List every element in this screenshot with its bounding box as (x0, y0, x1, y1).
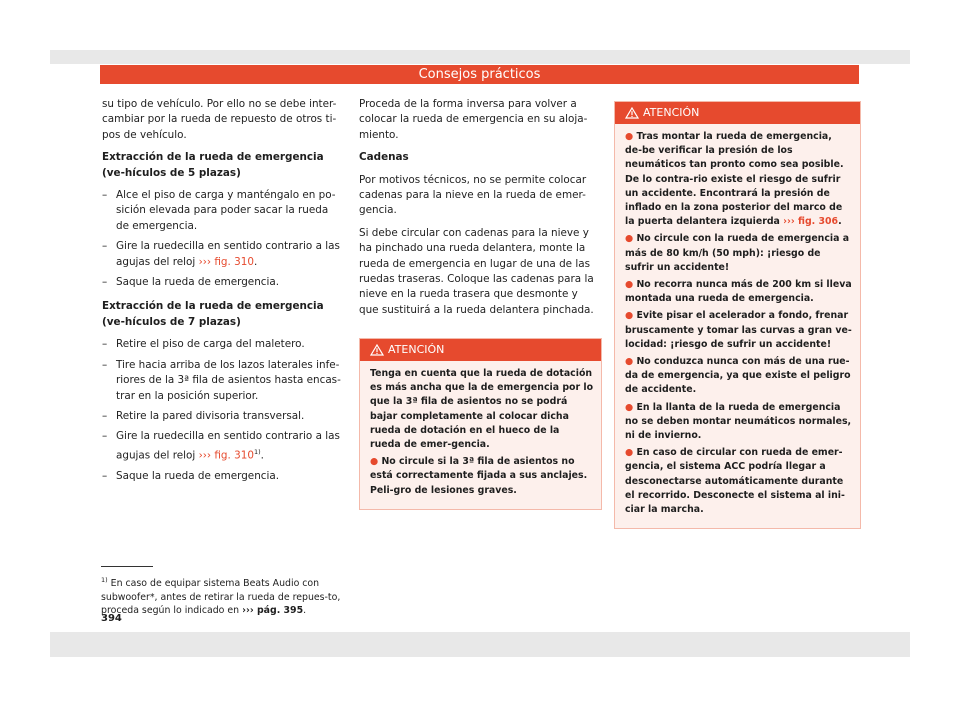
middle-column (359, 97, 599, 325)
heading-7-seats: Extracción de la rueda de emergencia (ve-hículos de 7 plazas) (102, 300, 324, 328)
step: – Alce el piso de carga y manténgalo en po-sición elevada para poder sacar la rueda de emergencia. (102, 188, 342, 234)
bullet-icon: ● (625, 356, 634, 368)
footnote-marker: 1) (101, 576, 108, 584)
step: – Retire el piso de carga del maletero. (102, 337, 342, 352)
footnote: $^{1)}$ En caso de equipar sistema Beats Audio con subwoofer*, antes de retirar la rueda de repues-to, proceda según lo indicado en ››› pág. 395. (101, 576, 341, 617)
paragraph: Proceda de la forma inversa para volver a colocar la rueda de emergencia en su aloja-miento. (359, 98, 588, 141)
fig-link[interactable]: ››› fig. 310 (198, 449, 254, 462)
heading-cadenas: Cadenas (359, 151, 409, 164)
warning-item: ● No circule si la 3ª fila de asientos no está correctamente fijada a sus anclajes. Peli-gro de lesiones graves. (370, 456, 588, 496)
warning-item: ● En caso de circular con rueda de emer-gencia, el sistema ACC podría llegar a desconectarse automáticamente durante el recorrido. Desconecte el sistema al ini-ciar la marcha. (625, 447, 845, 516)
dash-glyph: – (102, 189, 108, 202)
warning-header (615, 102, 860, 124)
bullet-icon: ● (625, 447, 634, 459)
dash-glyph: – (102, 338, 108, 351)
dash-glyph: – (102, 276, 108, 289)
warning-item: ● Tras montar la rueda de emergencia, de-be verificar la presión de los neumáticos tan pronto como sea posible. De lo contra-rio existe el riesgo de sufrir un accidente. Encontrará la presión de inflado en la zona posterior del marco de la puerta delantera izquierda ››› fig. 306. (625, 131, 844, 228)
step: – Retire la pared divisoria transversal. (102, 409, 342, 424)
dash-glyph: – (102, 469, 108, 482)
warning-header (360, 339, 601, 361)
footnote-marker: 1) (253, 447, 261, 456)
bullet-icon: ● (625, 310, 634, 322)
dash-glyph: – (102, 409, 108, 422)
page-link[interactable]: ››› pág. 395 (242, 605, 304, 617)
paragraph: Si debe circular con cadenas para la nieve y ha pinchado una rueda delantera, monte la rueda de emergencia en lugar de una de las ruedas traseras. Coloque las cadenas para la nieve en la rueda trasera que desmonte y que sustituirá a la rueda delantera pinchada. (359, 226, 594, 316)
warning-text: Tenga en cuenta que la rueda de dotación es más ancha que la de emergencia por lo que la 3ª fila de asientos no se podrá bajar completamente al colocar dicha rueda de dotación en el hueco de la rueda de emer-gencia. (370, 368, 594, 451)
bullet-icon: ● (625, 131, 634, 142)
warning-title: ATENCIÓN (643, 106, 700, 119)
warning-box-2 (614, 101, 861, 529)
dash-glyph: – (102, 358, 108, 371)
step: – Saque la rueda de emergencia. (102, 275, 342, 290)
intro-paragraph: su tipo de vehículo. Por ello no se debe inter-cambiar por la rueda de repuesto de otros ti-pos de vehículo. (102, 98, 337, 141)
step: – Gire la ruedecilla en sentido contrario a las agujas del reloj ››› fig. 310$^{1)}$. (102, 429, 342, 463)
step: – Tire hacia arriba de los lazos laterales infe-riores de la 3ª fila de asientos hasta encas-trar en la posición superior. (102, 358, 342, 404)
left-column (102, 97, 342, 489)
warning-item: ● En la llanta de la rueda de emergencia no se deben montar neumáticos normales, ni de invierno. (625, 401, 852, 442)
footnote-divider (101, 566, 153, 567)
bullet-icon: ● (370, 456, 379, 468)
fig-link[interactable]: ››› fig. 306 (783, 216, 839, 228)
warning-icon (370, 344, 384, 356)
bullet-icon: ● (625, 233, 634, 245)
paragraph: Por motivos técnicos, no se permite colocar cadenas para la nieve en la rueda de emer-gencia. (359, 173, 587, 217)
dash-glyph: – (102, 240, 108, 253)
bullet-icon: ● (625, 279, 634, 291)
warning-item: ● No conduzca nunca con más de una rue-da de emergencia, ya que existe el peligro de accidente. (625, 356, 851, 396)
section-header: Consejos prácticos (100, 65, 859, 84)
fig-link[interactable]: ››› fig. 310 (198, 255, 254, 268)
step: – Saque la rueda de emergencia. (102, 469, 342, 484)
heading-5-seats: Extracción de la rueda de emergencia (ve-hículos de 5 plazas) (102, 151, 324, 179)
bullet-icon: ● (625, 401, 634, 413)
warning-item: ● Evite pisar el acelerador a fondo, frenar bruscamente y tomar las curvas a gran ve-locidad: ¡riesgo de sufrir un accidente! (625, 310, 852, 350)
warning-icon (625, 107, 639, 119)
page-number: 394 (101, 613, 122, 624)
warning-box-1 (359, 338, 602, 510)
warning-item: ● No circule con la rueda de emergencia a más de 80 km/h (50 mph): ¡riesgo de sufrir un accidente! (625, 233, 850, 273)
warning-item: ● No recorra nunca más de 200 km si lleva montada una rueda de emergencia. (625, 279, 852, 305)
dash-glyph: – (102, 430, 108, 443)
step: – Gire la ruedecilla en sentido contrario a las agujas del reloj ››› fig. 310. (102, 239, 342, 270)
warning-title: ATENCIÓN (388, 343, 445, 356)
